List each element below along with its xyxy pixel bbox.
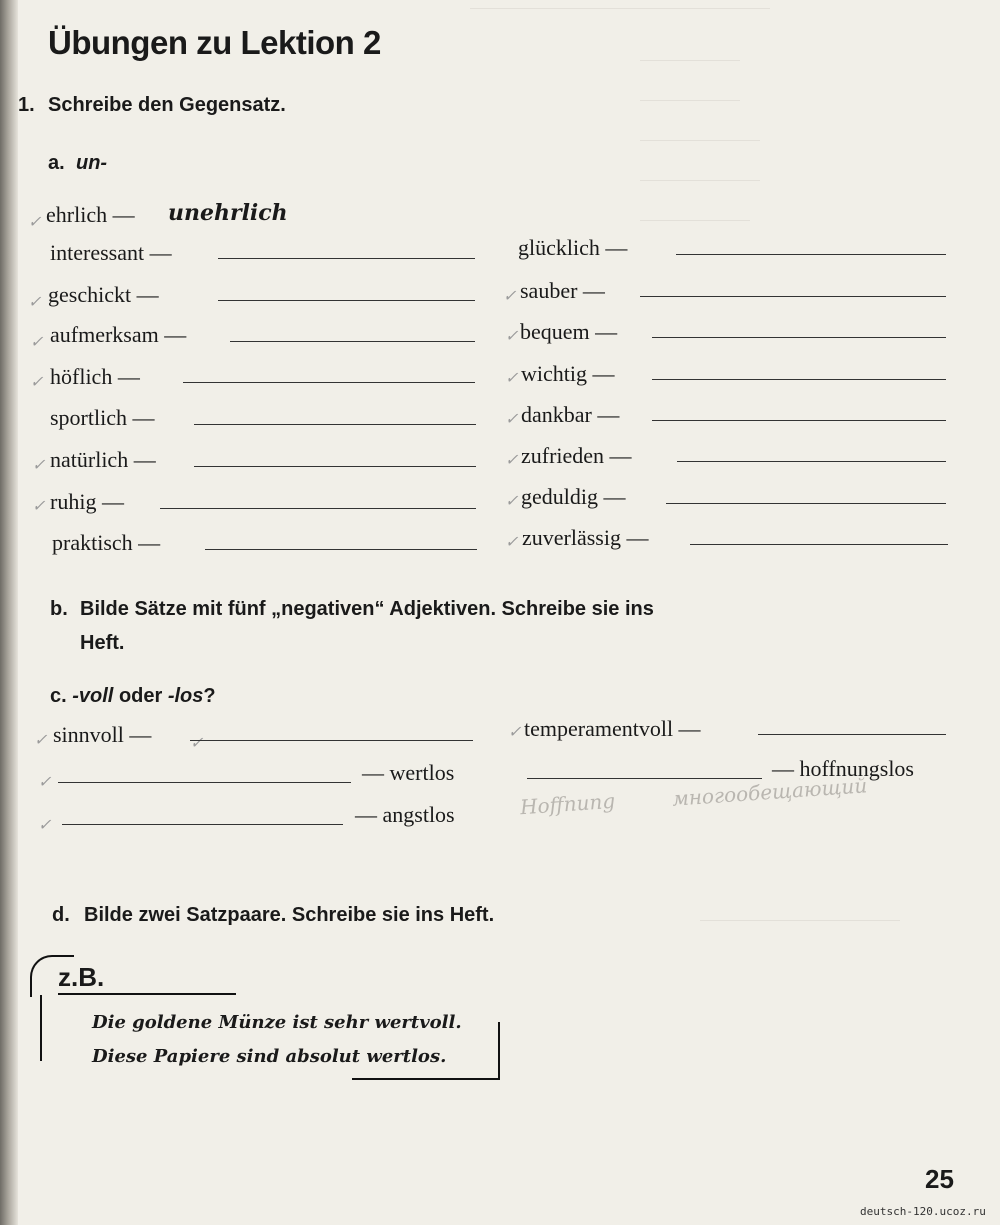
answer-line[interactable] (676, 254, 946, 255)
check-mark: ✓ (508, 724, 522, 741)
check-mark: ✓ (38, 774, 52, 791)
list-item: ruhig — (50, 489, 124, 514)
watermark: deutsch-120.ucoz.ru (860, 1205, 986, 1218)
part-a-letter: a. (48, 152, 65, 174)
example-label-underline (58, 993, 236, 995)
answer-line[interactable] (190, 740, 473, 741)
list-item: wichtig — (521, 361, 615, 386)
check-mark: ✓ (28, 294, 42, 311)
list-item: sinnvoll — (53, 722, 152, 747)
connector: oder (118, 685, 163, 707)
check-mark: ✓ (503, 288, 517, 305)
list-item: höflich — (50, 364, 140, 389)
book-spine-shadow (0, 0, 18, 1225)
answer-line[interactable] (652, 337, 946, 338)
answer-line[interactable] (218, 300, 475, 301)
list-item: — angstlos (355, 802, 455, 827)
list-item: — wertlos (362, 760, 455, 785)
check-mark: ✓ (28, 214, 42, 231)
part-c-letter: c. (50, 685, 67, 707)
list-item: sauber — (520, 278, 605, 303)
answer-line[interactable] (218, 258, 475, 259)
answer-line[interactable] (652, 379, 946, 380)
answer-line[interactable] (205, 549, 477, 550)
list-item: temperamentvoll — (524, 716, 701, 741)
list-item: natürlich — (50, 447, 156, 472)
answer-line[interactable] (194, 466, 476, 467)
example-word: ehrlich — (46, 202, 135, 227)
check-mark: ✓ (30, 334, 44, 351)
check-mark: ✓ (38, 817, 52, 834)
example-line-1: Die goldene Münze ist sehr wertvoll. (92, 1012, 462, 1033)
exercise-number: 1. (18, 94, 35, 116)
list-item: bequem — (520, 319, 618, 344)
exercise-instruction: Schreibe den Gegensatz. (48, 94, 286, 116)
part-b-instruction-line1: Bilde Sätze mit fünf „negativen“ Adjektiven. Schreibe sie ins (80, 598, 654, 620)
answer-line[interactable] (230, 341, 475, 342)
example-box-right-border (498, 1022, 500, 1080)
list-item: geschickt — (48, 282, 159, 307)
check-mark: ✓ (505, 411, 519, 428)
answer-line[interactable] (183, 382, 475, 383)
example-answer: unehrlich (168, 200, 288, 226)
answer-line[interactable] (58, 782, 351, 783)
answer-line[interactable] (677, 461, 946, 462)
pencil-note: Hoffnung (519, 788, 616, 820)
answer-line[interactable] (194, 424, 476, 425)
answer-line[interactable] (640, 296, 946, 297)
part-d-instruction: Bilde zwei Satzpaare. Schreibe sie ins Heft. (84, 904, 495, 926)
suffix-voll: -voll (72, 685, 114, 707)
question-mark: ? (203, 685, 216, 707)
part-a-prefix: un- (76, 152, 108, 174)
answer-line[interactable] (652, 420, 946, 421)
list-item: sportlich — (50, 405, 155, 430)
check-mark: ✓ (190, 735, 204, 752)
list-item: dankbar — (521, 402, 620, 427)
check-mark: ✓ (505, 370, 519, 387)
part-d-letter: d. (52, 904, 70, 926)
check-mark: ✓ (505, 328, 519, 345)
list-item: interessant — (50, 240, 172, 265)
page-title: Übungen zu Lektion 2 (48, 24, 381, 61)
answer-line[interactable] (690, 544, 948, 545)
list-item: geduldig — (521, 484, 626, 509)
page-number: 25 (925, 1164, 954, 1194)
example-box-left-border (40, 995, 42, 1061)
check-mark: ✓ (30, 374, 44, 391)
part-b-instruction-line2: Heft. (80, 632, 125, 654)
example-box-bottom-border (352, 1078, 500, 1080)
check-mark: ✓ (505, 534, 519, 551)
list-item: aufmerksam — (50, 322, 187, 347)
check-mark: ✓ (32, 498, 46, 515)
example-line-2: Diese Papiere sind absolut wertlos. (92, 1046, 447, 1067)
check-mark: ✓ (505, 493, 519, 510)
answer-line[interactable] (62, 824, 343, 825)
list-item: praktisch — (52, 530, 161, 555)
check-mark: ✓ (34, 732, 48, 749)
list-item: glücklich — (518, 235, 628, 260)
answer-line[interactable] (758, 734, 946, 735)
check-mark: ✓ (505, 452, 519, 469)
suffix-los: -los (167, 685, 204, 707)
pencil-note: многообещающий (671, 773, 868, 811)
example-label: z.B. (58, 962, 105, 992)
list-item: — hoffnungslos (772, 756, 914, 781)
list-item: zuverlässig — (522, 525, 649, 550)
answer-line[interactable] (160, 508, 476, 509)
answer-line[interactable] (666, 503, 946, 504)
part-b-letter: b. (50, 598, 68, 620)
answer-line[interactable] (527, 778, 762, 779)
part-c-heading (50, 685, 216, 708)
check-mark: ✓ (32, 457, 46, 474)
list-item: zufrieden — (521, 443, 632, 468)
